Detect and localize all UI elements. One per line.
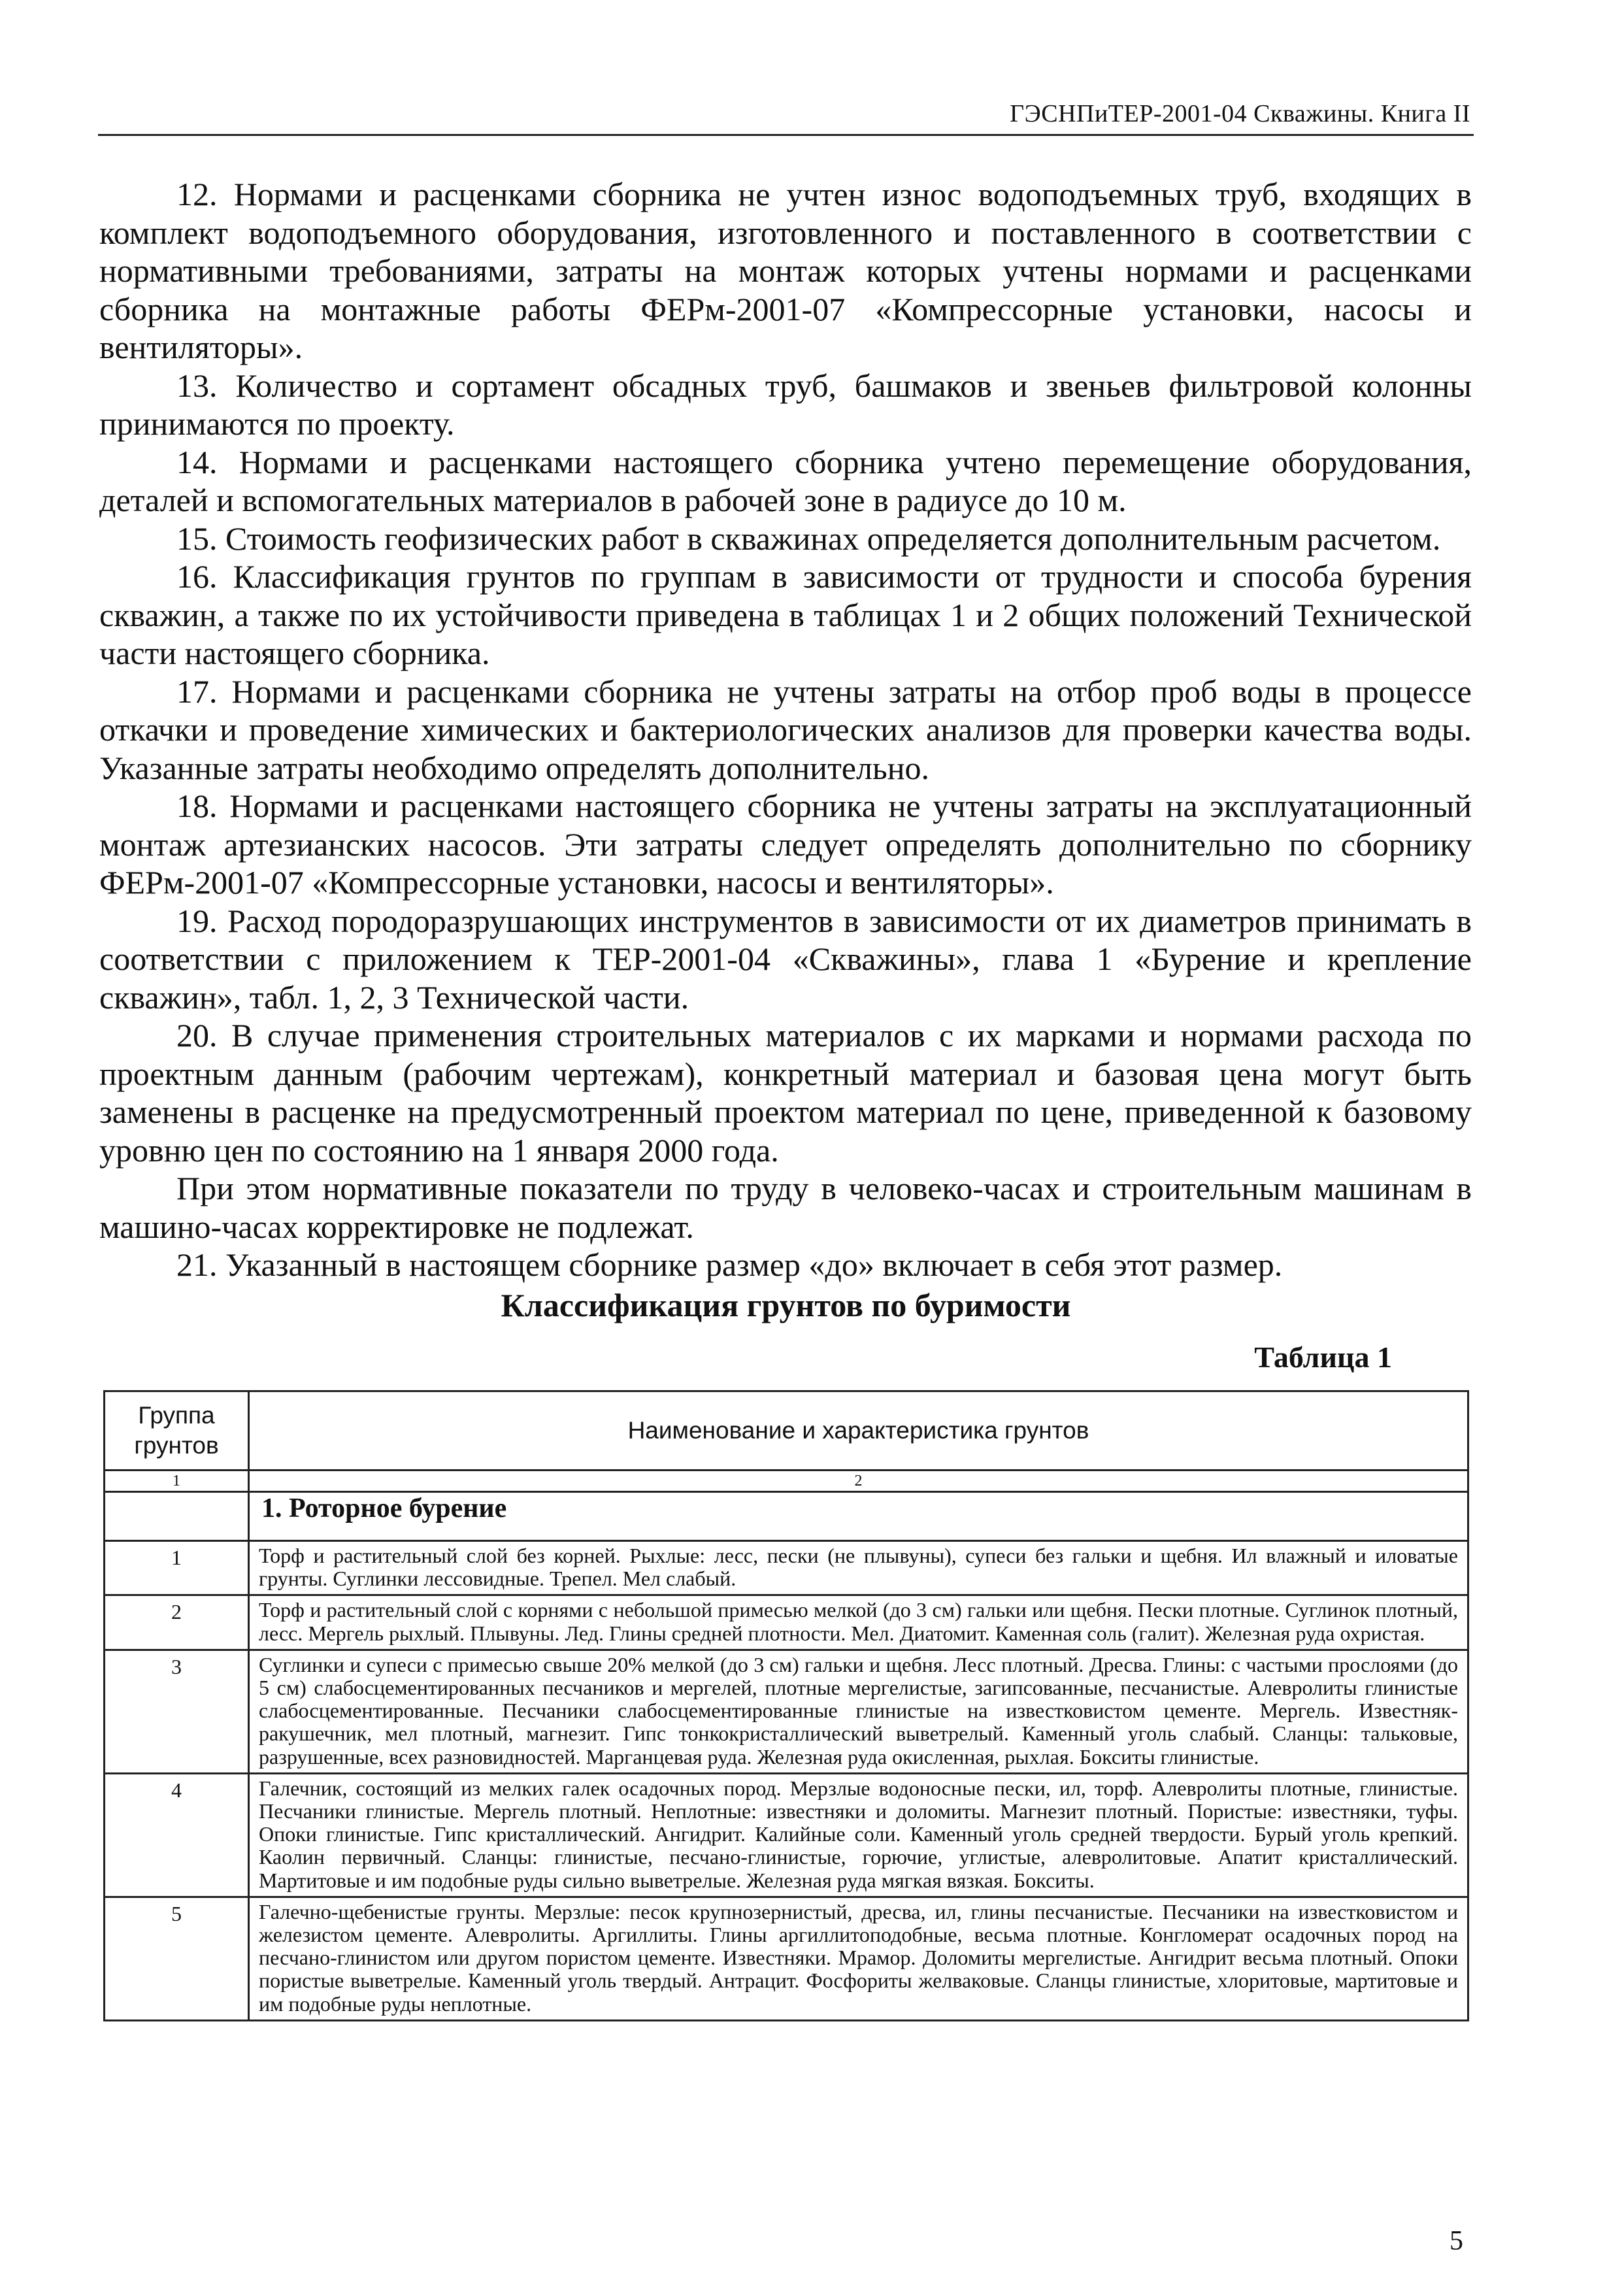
page-number: 5	[1450, 2226, 1463, 2256]
section-title: 1. Роторное бурение	[249, 1492, 1468, 1541]
paragraph-20-note: При этом нормативные показатели по труду в человеко-часах и строительным машинам в машино-часах корректировке не подлежат.	[99, 1170, 1472, 1245]
paragraph-19: 19. Расход породоразрушающих инструментов в зависимости от их диаметров принимать в соответствии с приложением к ТЕР-2001-04 «Скважины», глава 1 «Бурение и крепление скважин», табл. 1, 2, 3 Технической части.	[99, 902, 1472, 1016]
table-section-row	[105, 1492, 1468, 1541]
description-cell: Галечник, состоящий из мелких галек осадочных пород. Мерзлые водоносные пески, ил, торф. Алевролиты плотные, глинистые. Песчаники глинистые. Мергель плотный. Неплотные: известняки и доломиты. Магнезит плотный. Пористые: известняки, туфы. Опоки глинистые. Гипс кристаллический. Ангидрит. Калийные соли. Каменный уголь средней твердости. Бурый уголь крепкий. Каолин первичный. Сланцы: глинистые, песчано-глинистые, горючие, углистые, алевролитовые. Апатит кристаллический. Мартитовые и им подобные руды сильно выветрелые. Железная руда мягкая вязкая. Бокситы.	[249, 1773, 1468, 1897]
column-number-2: 2	[249, 1471, 1468, 1492]
table-header-row	[105, 1391, 1468, 1471]
table-row	[105, 1897, 1468, 2020]
paragraph-14: 14. Нормами и расценками настоящего сборника учтено перемещение оборудования, деталей и вспомогательных материалов в рабочей зоне в радиусе до 10 м.	[99, 443, 1472, 518]
table-row	[105, 1541, 1468, 1595]
paragraph-15: 15. Стоимость геофизических работ в скважинах определяется дополнительным расчетом.	[176, 520, 1441, 557]
column-number-1: 1	[105, 1471, 249, 1492]
group-cell: 4	[105, 1773, 249, 1897]
group-cell: 5	[105, 1897, 249, 2020]
description-cell: Галечно-щебенистые грунты. Мерзлые: песок крупнозернистый, дресва, ил, глины песчанистые. Песчаники на известковистом и железистом цементе. Алевролиты. Аргиллиты. Глины аргиллитоподобные, весьма плотные. Конгломерат осадочных пород на песчано-глинистом или другом пористом цементе. Известняки. Мрамор. Доломиты мергелистые. Ангидрит весьма плотный. Опоки пористые выветрелые. Каменный уголь твердый. Антрацит. Фосфориты желваковые. Сланцы глинистые, хлоритовые, мартитовые и им подобные руды неплотные.	[249, 1897, 1468, 2020]
soil-classification-table	[103, 1390, 1469, 2021]
description-cell: Торф и растительный слой с корнями с небольшой примесью мелкой (до 3 см) гальки или щебня. Пески плотные. Суглинок плотный, лесс. Мергель рыхлый. Плывуны. Лед. Глины средней плотности. Мел. Диатомит. Каменная соль (галит). Железная руда охристая.	[249, 1595, 1468, 1650]
header-group: Группа грунтов	[105, 1391, 249, 1471]
paragraph-17: 17. Нормами и расценками сборника не учтены затраты на отбор проб воды в процессе откачки и проведение химических и бактериологических анализов для проверки качества воды. Указанные затраты необходимо определять дополнительно.	[99, 673, 1472, 786]
table-column-numbers	[105, 1471, 1468, 1492]
group-cell: 1	[105, 1541, 249, 1595]
table-title: Классификация грунтов по буримости	[501, 1287, 1071, 1323]
table-row	[105, 1650, 1468, 1773]
group-cell: 2	[105, 1595, 249, 1650]
paragraph-16: 16. Классификация грунтов по группам в зависимости от трудности и способа бурения скважин, а также по их устойчивости приведена в таблицах 1 и 2 общих положений Технической части настоящего сборника.	[99, 558, 1472, 671]
group-cell: 3	[105, 1650, 249, 1773]
table-row	[105, 1595, 1468, 1650]
table-row	[105, 1773, 1468, 1897]
paragraph-13: 13. Количество и сортамент обсадных труб, башмаков и звеньев фильтровой колонны принимаются по проекту.	[99, 367, 1472, 442]
paragraph-21: 21. Указанный в настоящем сборнике размер «до» включает в себя этот размер.	[176, 1246, 1283, 1283]
running-header: ГЭСНПиТЕР-2001-04 Скважины. Книга II	[1010, 100, 1470, 127]
description-cell: Торф и растительный слой без корней. Рыхлые: лесс, пески (не плывуны), супеси без гальки и щебня. Ил влажный и иловатые грунты. Суглинки лессовидные. Трепел. Мел слабый.	[249, 1541, 1468, 1595]
paragraph-18: 18. Нормами и расценками настоящего сборника не учтены затраты на эксплуатационный монтаж артезианских насосов. Эти затраты следует определять дополнительно по сборнику ФЕРм-2001-07 «Компрессорные установки, насосы и вентиляторы».	[99, 788, 1472, 901]
header-rule	[98, 134, 1474, 136]
table-label: Таблица 1	[1254, 1340, 1392, 1374]
paragraph-12: 12. Нормами и расценками сборника не учтен износ водоподъемных труб, входящих в комплект водоподъемного оборудования, изготовленного и поставленного в соответствии с нормативными требованиями, затраты на монтаж которых учтены нормами и расценками сборника на монтажные работы ФЕРм-2001-07 «Компрессорные установки, насосы и вентиляторы».	[99, 176, 1472, 365]
section-empty-cell	[105, 1492, 249, 1541]
header-name: Наименование и характеристика грунтов	[249, 1391, 1468, 1471]
document-body	[99, 175, 1472, 1284]
description-cell: Суглинки и супеси с примесью свыше 20% мелкой (до 3 см) гальки и щебня. Лесс плотный. Дресва. Глины: с частыми прослоями (до 5 см) слабосцементированных песчаников и мергелей, плотные мергелистые, загипсованные, песчанистые. Алевролиты глинистые слабосцементированные. Песчаники слабосцементированные глинистые на известковистом цементе. Мергель. Известняк-ракушечник, мел плотный, магнезит. Гипс тонкокристаллический выветрелый. Каменный уголь слабый. Сланцы: тальковые, разрушенные, всех разновидностей. Марганцевая руда. Железная руда окисленная, рыхлая. Бокситы глинистые.	[249, 1650, 1468, 1773]
paragraph-20: 20. В случае применения строительных материалов с их марками и нормами расхода по проектным данным (рабочим чертежам), конкретный материал и базовая цена могут быть заменены в расценке на предусмотренный проектом материал по цене, приведенной к базовому уровню цен по состоянию на 1 января 2000 года.	[99, 1017, 1472, 1169]
